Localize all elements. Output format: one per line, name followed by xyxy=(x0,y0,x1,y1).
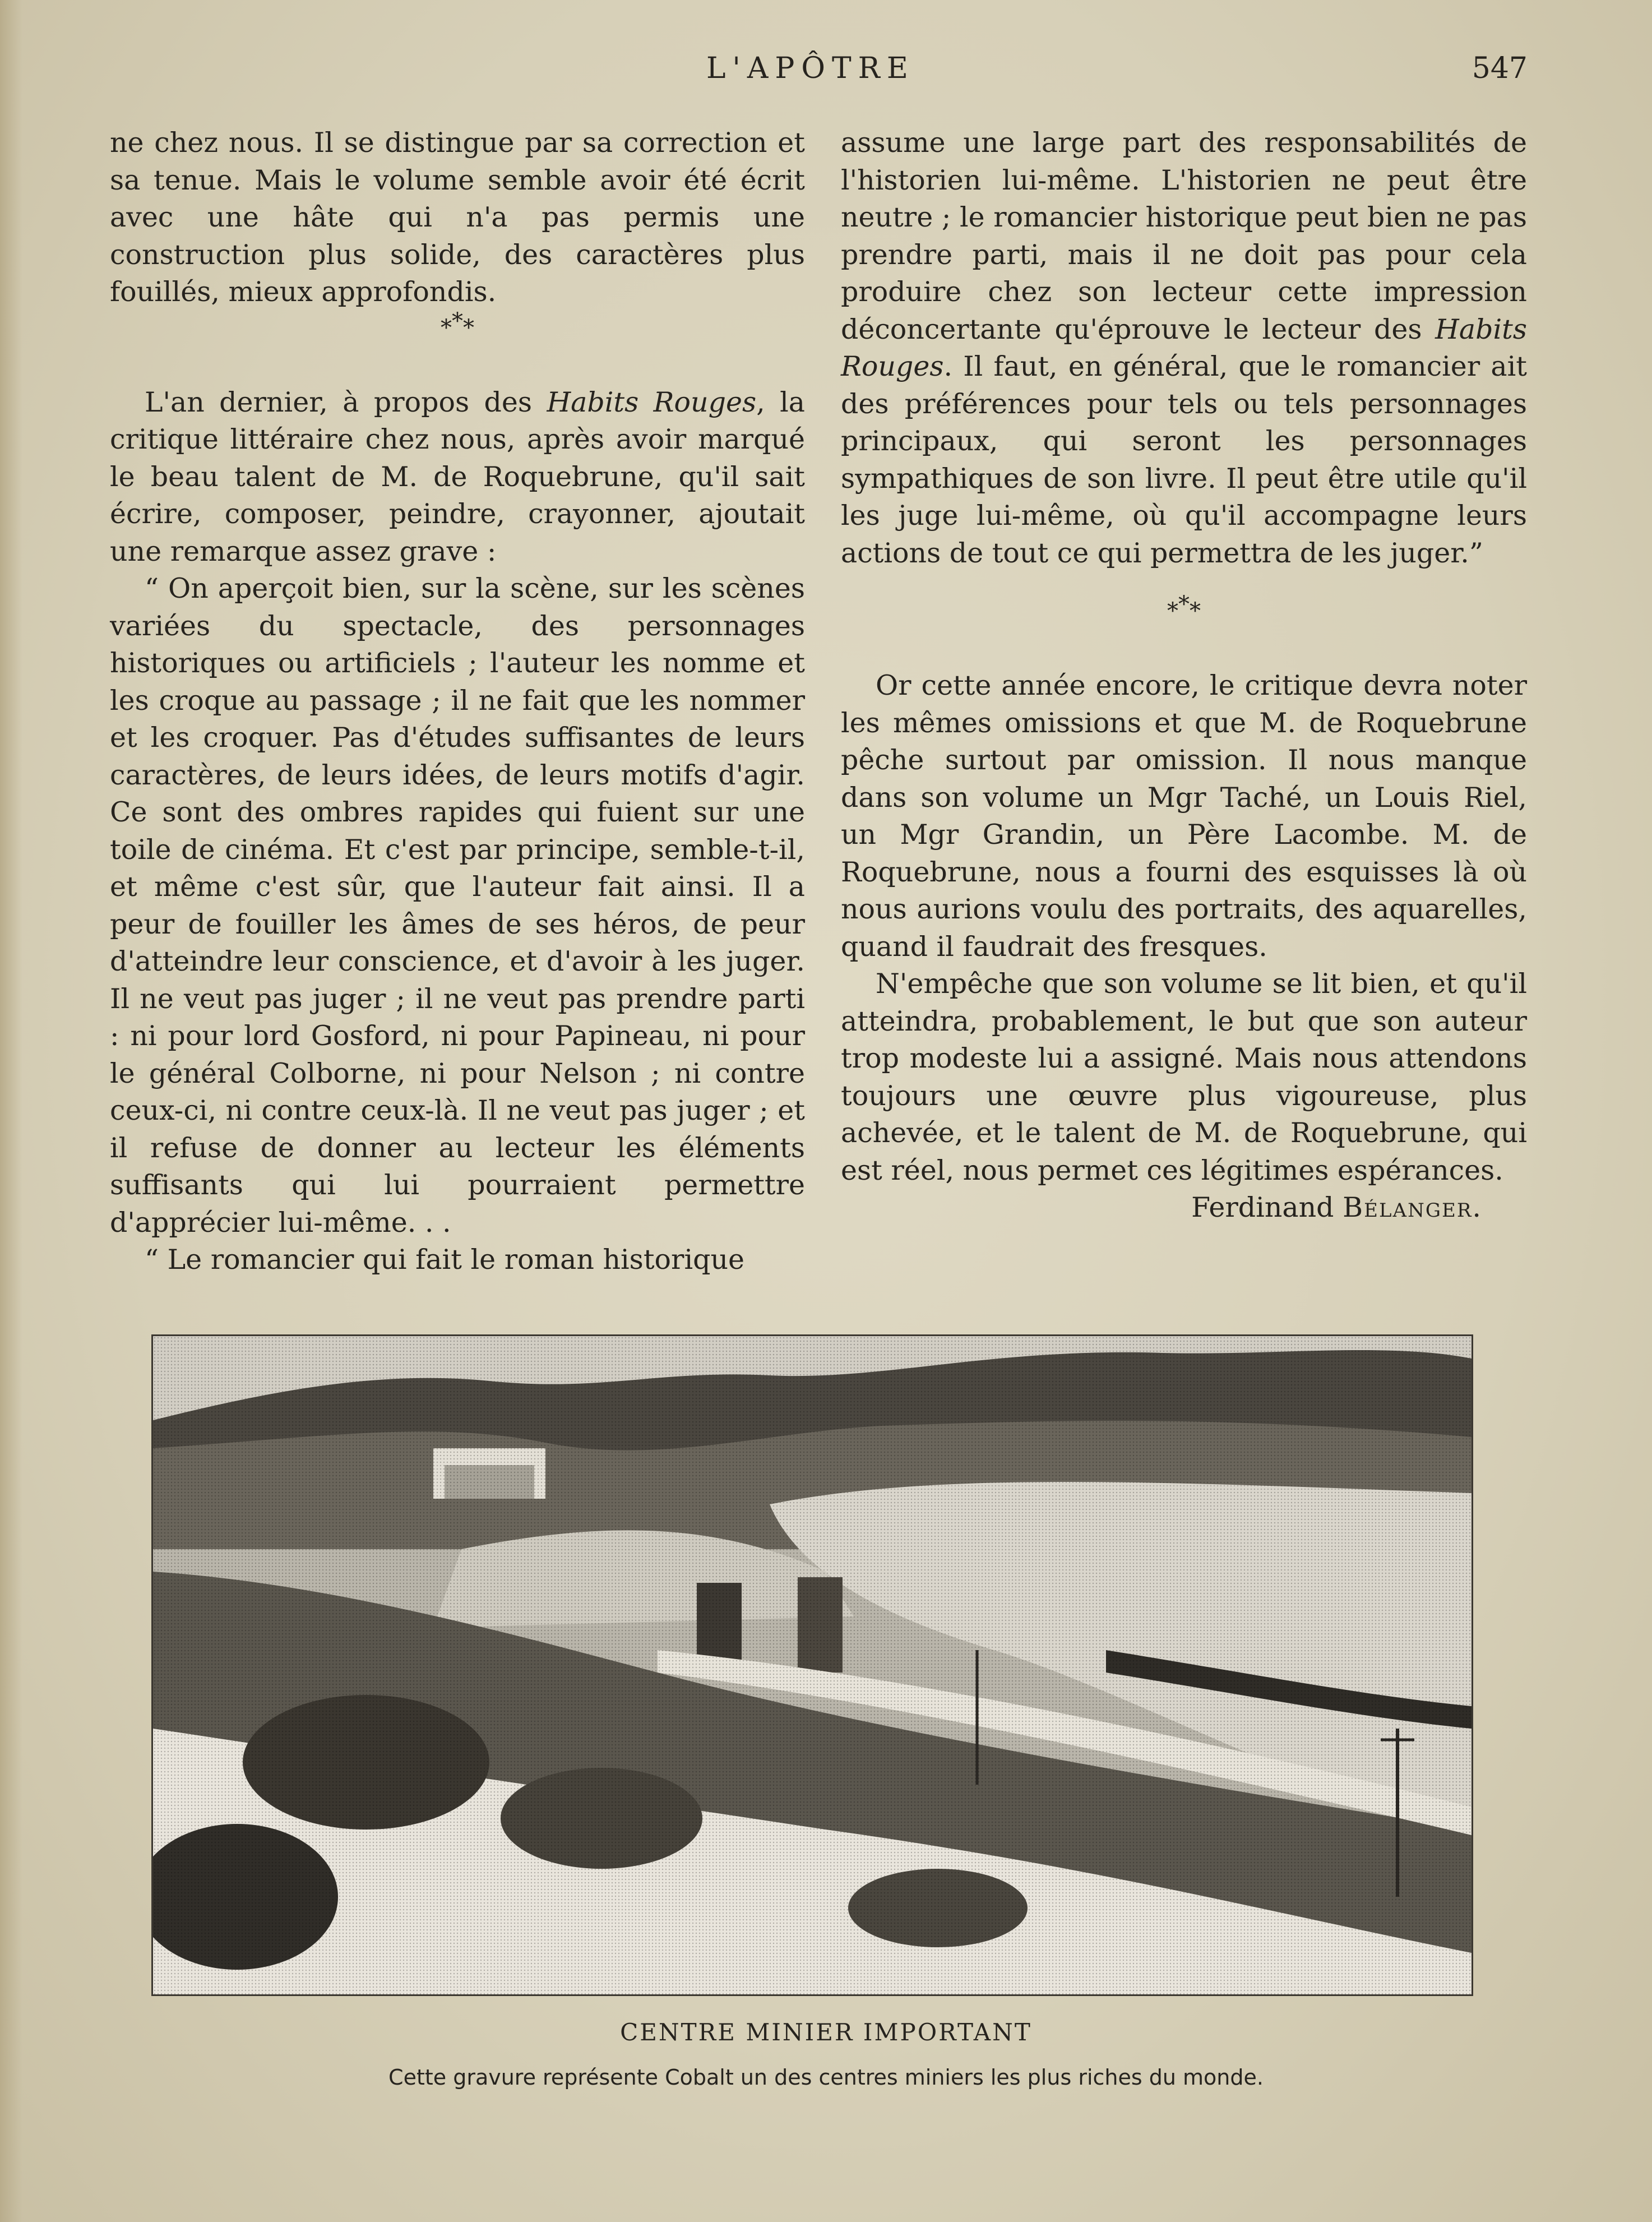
page-edge-shadow xyxy=(0,0,22,2222)
cobalt-mining-photo xyxy=(151,1334,1473,1996)
right-column xyxy=(841,124,1527,1227)
running-head xyxy=(0,52,1652,96)
section-separator: *** xyxy=(441,308,474,341)
paragraph-continuation: ne chez nous. Il se distingue par sa correction et sa tenue. Mais le volume semble avoir été écrit avec une hâte qui n'a pas permis une construction plus solide, des caractères plus fouillés, mieux approfondis. xyxy=(110,127,805,308)
page-number: 547 xyxy=(1471,52,1528,85)
left-column xyxy=(110,124,805,1279)
quoted-critique: “ On aperçoit bien, sur la scène, sur les scènes variées du spectacle, des personnages historiques ou artificiels ; l'auteur les nomme et les croque au passage ; il ne fait que les nommer et les croquer. Pas d'études suffisantes de leurs caractères, de leurs idées, de leurs motifs d'agir. Ce sont des ombres rapides qui fuient sur une toile de cinéma. Et c'est par principe, semble-t-il, et même c'est sûr, que l'auteur fait ainsi. Il a peur de fouiller les âmes de ses héros, de peur d'atteindre leur conscience, et d'avoir à les juger. Il ne veut pas juger ; il ne veut pas prendre parti : ni pour lord Gosford, ni pour Papineau, ni pour le général Colborne, ni pour Nelson ; ni contre ceux-ci, ni contre ceux-là. Il ne veut pas juger ; et il refuse de donner au lecteur les éléments suffisants qui lui pourraient permettre d'apprécier lui-même. . . xyxy=(110,572,805,1239)
paragraph-habits-rouges: L'an dernier, à propos des Habits Rouges, la critique littéraire chez nous, après avoir marqué le beau talent de M. de Roquebrune, qu'il sait écrire, composer, peindre, crayonner, ajoutait une remarque assez grave : xyxy=(110,386,805,567)
figure-caption: Cette gravure représente Cobalt un des centres miniers les plus riches du monde. xyxy=(388,2065,1264,2090)
figure-title: CENTRE MINIER IMPORTANT xyxy=(620,2018,1032,2046)
paragraph-romancier: assume une large part des responsabilités de l'historien lui-même. L'historien ne peut être neutre ; le romancier historique peut bien ne pas prendre parti, mais il ne doit pas pour cela produire chez son lecteur cette impression déconcertante qu'éprouve le lecteur des Habits Rouges. Il faut, en général, que le romancier ait des préférences pour tels ou tels personnages principaux, qui seront les personnages sympathiques de son livre. Il peut être utile qu'il les juge lui-même, où qu'il accompagne leurs actions de tout ce qui permettra de les juger.” xyxy=(841,127,1527,569)
section-separator: *** xyxy=(1167,592,1201,624)
quoted-critique-continued: “ Le romancier qui fait le roman historique xyxy=(145,1244,745,1276)
paragraph-conclusion: N'empêche que son volume se lit bien, et qu'il atteindra, probablement, le but que son auteur trop modeste lui a assigné. Mais nous attendons toujours une œuvre plus vigoureuse, plus achevée, et le talent de M. de Roquebrune, qui est réel, nous permet ces légitimes espérances. xyxy=(841,968,1527,1186)
journal-title: L'APÔTRE xyxy=(706,52,915,85)
author-signature: Ferdinand Bélanger. xyxy=(1191,1191,1482,1223)
paragraph-omissions: Or cette année encore, le critique devra noter les mêmes omissions et que M. de Roquebrune pêche surtout par omission. Il nous manque dans son volume un Mgr Taché, un Louis Riel, un Mgr Grandin, un Père Lacombe. M. de Roquebrune, nous a fourni des esquisses là où nous aurions voulu des portraits, des aquarelles, quand il faudrait des fresques. xyxy=(841,669,1527,963)
